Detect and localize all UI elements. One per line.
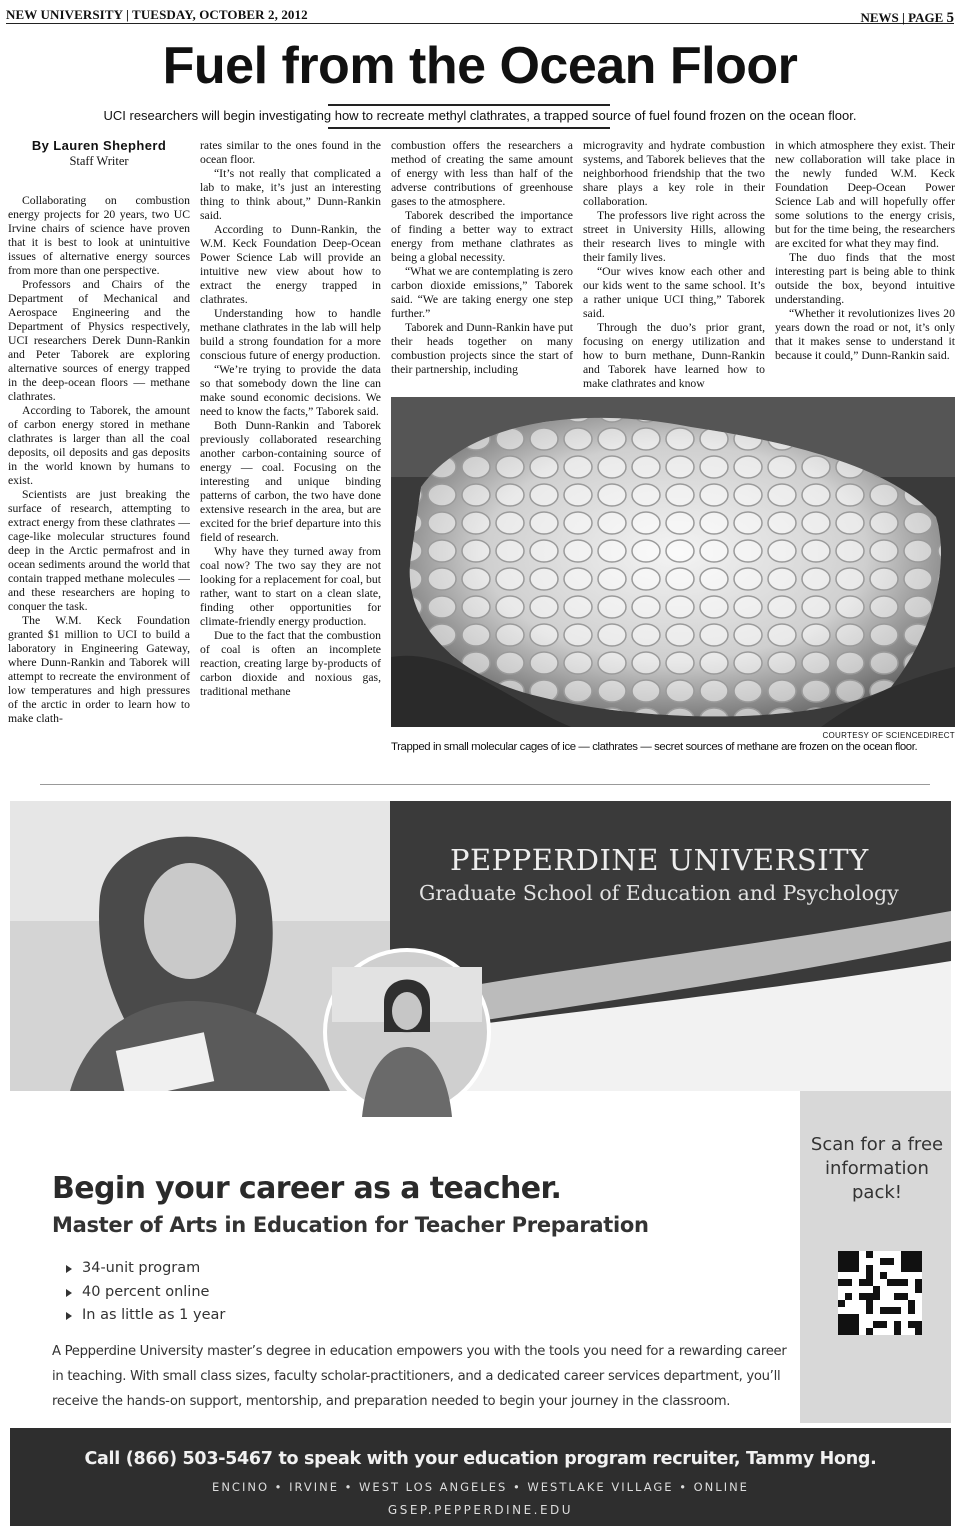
feature-item: In as little as 1 year <box>82 1304 225 1328</box>
paragraph-continued: rates similar to the ones found in the ocean floor. <box>200 139 381 166</box>
section-label: NEWS | PAGE <box>860 10 947 25</box>
photo-caption: Trapped in small molecular cages of ice — clathrates — secret sources of methane are frozen on the ocean floor. <box>391 741 918 753</box>
deck-rule-bottom <box>328 127 610 129</box>
paragraph: Both Dunn-Rankin and Taborek previously collaborated researching another carbon-containing source of energy — coal. Focusing on the interesting and unique binding patterns of carbon, the two have done extensive research in the area, but are excited for the brief departure into this field of research. <box>200 419 381 544</box>
ad-header-band <box>10 801 951 1091</box>
byline <box>8 138 190 169</box>
paragraph: The W.M. Keck Foundation granted $1 million to UCI to build a laboratory in Engineering Gateway, where Dunn-Rankin and Taborek will attempt to recreate the environment of low temperatures and high pressures of the arctic in order to learn how to make clath- <box>8 614 190 725</box>
paragraph: Scientists are just breaking the surface of research, attempting to extract energy from these clathrates — cage-like molecular structures found deep in the Arctic permafrost and in ocean sediments around the world that contain trapped methane molecules — and these researchers are hoping to conquer the task. <box>8 488 190 613</box>
article-column-2 <box>200 139 381 759</box>
paragraph-continued: in which atmosphere they exist. Their new collaboration will take place in the newly funded W.M. Keck Foundation Deep-Ocean Power Science Lab and will hopefully offer some solutions to the energy crisis, but for the time being, the researchers are excited for what they may find. <box>775 139 955 250</box>
student-photo-circle <box>322 947 492 1117</box>
pepperdine-advertisement <box>10 801 951 1526</box>
paragraph-continued: combustion offers the researchers a method of creating the same amount of energy with less than half of the adverse contributions of greenhouse gases to the atmosphere. <box>391 139 573 208</box>
paragraph: According to Dunn-Rankin, the W.M. Keck Foundation Deep-Ocean Power Science Lab will provide an intuitive new view about how to extract the energy trapped in clathrates. <box>200 223 381 306</box>
article-column-3 <box>391 139 573 391</box>
section-divider <box>40 784 930 785</box>
qr-code-icon <box>838 1251 922 1335</box>
call-to-action: Call (866) 503-5467 to speak with your education program recruiter, Tammy Hong. <box>84 1449 877 1469</box>
deck: UCI researchers will begin investigating how to recreate methyl clathrates, a trapped source of fuel found frozen on the ocean floor. <box>103 108 857 123</box>
paragraph: “Our wives know each other and our kids went to the same school. It’s a rather unique UCI thing,” Taborek said. <box>583 265 765 320</box>
feature-item: 34-unit program <box>82 1257 225 1281</box>
ad-headline: Begin your career as a teacher. <box>52 1171 562 1206</box>
paragraph: Taborek described the importance of finding a better way to extract energy from methane clathrates as being a global necessity. <box>391 209 573 264</box>
byline-name: By Lauren Shepherd <box>31 138 167 153</box>
paragraph: According to Taborek, the amount of carbon energy stored in methane clathrates is larger than all the coal deposits, oil deposits and gas deposits in the world known by humans to exist. <box>8 404 190 487</box>
paragraph: The professors live right across the street in University Hills, allowing their research lives to mingle with their family lives. <box>583 209 765 264</box>
masthead <box>6 4 954 24</box>
clathrate-photo <box>391 397 955 727</box>
article-column-4 <box>583 139 765 391</box>
qr-code[interactable] <box>838 1251 922 1335</box>
campus-list: ENCINO • IRVINE • WEST LOS ANGELES • WESTLAKE VILLAGE • ONLINE <box>212 1480 749 1494</box>
paragraph: “What we are contemplating is zero carbon dioxide emissions,” Taborek said. “We are taking energy one step further.” <box>391 265 573 320</box>
university-name: PEPPERDINE UNIVERSITY <box>450 843 869 877</box>
ad-program-name: Master of Arts in Education for Teacher Preparation <box>52 1213 649 1237</box>
paragraph: Due to the fact that the combustion of coal is often an incomplete reaction, creating large by-products of carbon dioxide and noxious gas, traditional methane <box>200 629 381 698</box>
paragraph: “We’re trying to provide the data so that somebody down the line can make sound economic decisions. We need to know the facts,” Taborek said. <box>200 363 381 418</box>
headline: Fuel from the Ocean Floor <box>162 37 798 95</box>
paragraph: Collaborating on combustion energy projects for 20 years, two UC Irvine chairs of science have proven that it is best to look at unintuitive issues of alternative energy sources from more than one perspective. <box>8 194 190 277</box>
article-column-1 <box>8 194 190 758</box>
website-link[interactable]: GSEP.PEPPERDINE.EDU <box>387 1503 574 1517</box>
paragraph: Professors and Chairs of the Department of Mechanical and Aerospace Engineering and the Department of Physics respectively, UCI researchers Derek Dunn-Rankin and Peter Taborek are exploring alternative sources of energy trapped in the deep-ocean floors — methane clathrates. <box>8 278 190 403</box>
paragraph: Understanding how to handle methane clathrates in the lab will help build a strong foundation for a more conscious future of energy production. <box>200 307 381 362</box>
masthead-section <box>860 10 954 27</box>
paragraph: The duo finds that the most interesting part is being able to think outside the box, beyond intuitive understanding. <box>775 251 955 306</box>
clathrate-photo-image <box>391 397 955 727</box>
page-number: 5 <box>946 10 954 26</box>
masthead-date: NEW UNIVERSITY | TUESDAY, OCTOBER 2, 2012 <box>6 7 308 22</box>
deck-rule-top <box>328 104 610 106</box>
program-features-list <box>82 1257 225 1328</box>
photo-credit: COURTESY OF SCIENCEDIRECT <box>822 731 955 740</box>
ad-body-text: A Pepperdine University master’s degree in education empowers you with the tools you need for a rewarding career in teaching. With small class sizes, faculty scholar-practitioners, and a dedicated career services department, you’ll receive the hands-on support, mentorship, and preparation needed to begin your journey in the classroom. <box>52 1344 787 1409</box>
article-column-5 <box>775 139 955 391</box>
feature-item: 40 percent online <box>82 1281 225 1305</box>
byline-role: Staff Writer <box>69 154 129 168</box>
scan-prompt: Scan for a free information pack! <box>810 1134 944 1203</box>
paragraph: “Whether it revolutionizes lives 20 years down the road or not, it’s only that it makes sense to understand it because it could,” Dunn-Rankin said. <box>775 307 955 362</box>
paragraph: “It’s not really that complicated a lab to make, it’s just an interesting thing to think about,” Dunn-Rankin said. <box>200 167 381 222</box>
school-name: Graduate School of Education and Psychology <box>419 881 899 905</box>
paragraph-continued: microgravity and hydrate combustion systems, and Taborek believes that the neighborhood friendship that the two share plays a key role in their collaboration. <box>583 139 765 208</box>
paragraph: Through the duo’s prior grant, focusing on energy utilization and how to burn methane, Dunn-Rankin and Taborek have learned how to make clathrates and know <box>583 321 765 390</box>
paragraph: Why have they turned away from coal now? The two say they are not looking for a replacement for coal, but rather, want to start on a clean slate, finding other opportunities for climate-friendly energy production. <box>200 545 381 628</box>
paragraph: Taborek and Dunn-Rankin have put their heads together on many combustion projects since the start of their partnership, including <box>391 321 573 376</box>
